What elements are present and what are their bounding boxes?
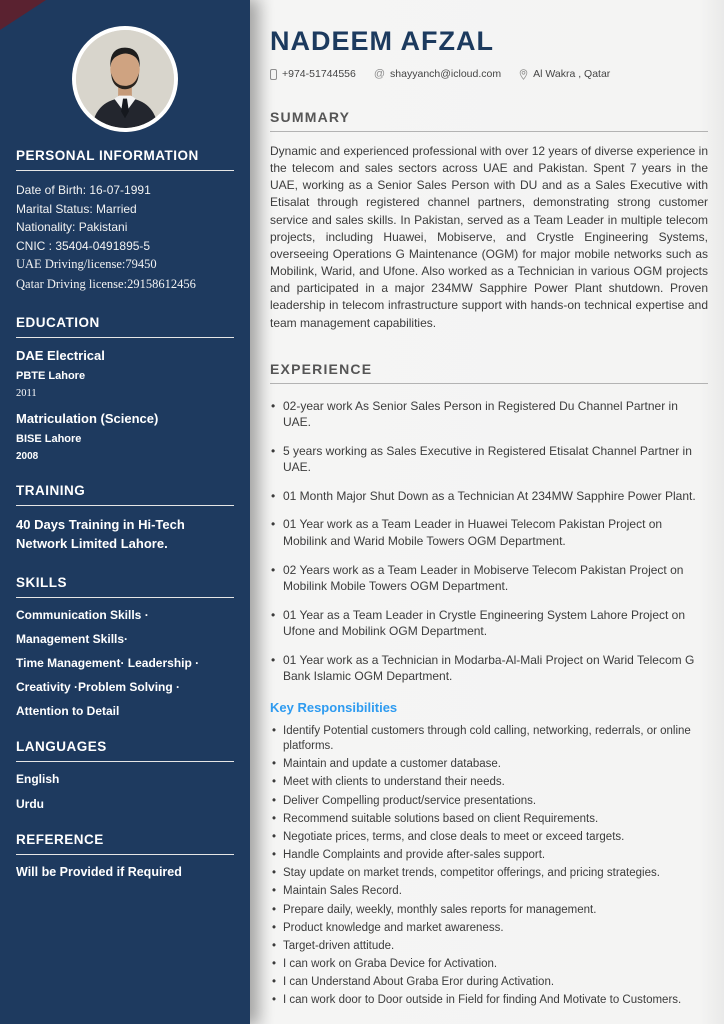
location-icon: [519, 69, 528, 80]
reference-line: Will be Provided if Required: [16, 864, 182, 879]
responsibility-item: • I can work on Graba Device for Activation.: [270, 957, 708, 972]
training-title: TRAINING: [16, 483, 234, 506]
experience-item: • 02-year work As Senior Sales Person in Registered Du Channel Partner in UAE.: [270, 398, 708, 431]
personal-info-line: Marital Status: Married: [16, 201, 137, 216]
portrait-image: [76, 30, 174, 128]
training-line: 40 Days Training in Hi-Tech Network Limited Lahore.: [16, 517, 185, 551]
experience-item: • 02 Years work as a Team Leader in Mobiserve Telecom Pakistan Project on Mobilink Mobile Towers OGM Department.: [270, 562, 708, 595]
phone-contact: [270, 68, 356, 80]
personal-info-line: CNIC : 35404-0491895-5: [16, 238, 151, 253]
experience-list: [270, 398, 708, 685]
responsibility-item: • Stay update on market trends, competitor offerings, and pricing strategies.: [270, 866, 708, 881]
skill-line: Time Management· Leadership ·: [16, 655, 200, 670]
education-line: DAE Electrical: [16, 348, 105, 364]
key-responsibilities-list: [270, 724, 708, 1009]
main-content: [250, 0, 724, 1024]
responsibility-item: • Recommend suitable solutions based on client Requirements.: [270, 812, 708, 827]
responsibility-item: • Prepare daily, weekly, monthly sales reports for management.: [270, 903, 708, 918]
experience-item: • 5 years working as Sales Executive in Registered Etisalat Channel Partner in UAE.: [270, 443, 708, 476]
experience-item: • 01 Year work as a Technician in Modarba-Al-Mali Project on Warid Telecom G Bank Islamic OGM Department.: [270, 652, 708, 685]
experience-title: EXPERIENCE: [270, 361, 708, 384]
contact-row: [270, 68, 708, 80]
education-list: [16, 348, 234, 462]
location-text: Al Wakra , Qatar: [533, 68, 611, 80]
personal-information-title: PERSONAL INFORMATION: [16, 148, 234, 171]
skill-line: Attention to Detail: [16, 703, 120, 718]
key-responsibilities-title: Key Responsibilities: [270, 699, 398, 715]
responsibility-item: • Deliver Compelling product/service presentations.: [270, 794, 708, 809]
skills-title: SKILLS: [16, 575, 234, 598]
summary-text: Dynamic and experienced professional with over 12 years of diverse experience in the telecom and sales sectors across UAE and Pakistan. Spent 7 years in the UAE, working as a Senior Sales Person with DU and as a Sales Executive with Etisalat through registered channel partners, demonstrating strong customer service and sales skills. In Pakistan, served as a Team Leader in multiple telecom projects, including Huawei, Mobiserve, and Crystle Engineering Systems, overseeing Operations G Maintenance (OGM) for major mobile networks such as Mobilink, Warid, and Ufone. Also worked as a Technician in various OGM projects and participated in a major 234MW Sapphire Power Plant shutdown. Proven leadership in telecom infrastructure support with hands-on technical expertise and team management capabilities.: [270, 144, 708, 330]
section-languages: [16, 739, 234, 811]
summary-title: SUMMARY: [270, 109, 708, 132]
section-education: [16, 315, 234, 462]
personal-information-list: [16, 181, 234, 294]
skill-line: Communication Skills ·: [16, 607, 149, 622]
languages-title: LANGUAGES: [16, 739, 234, 762]
portrait-illustration: [76, 30, 174, 128]
education-line: PBTE Lahore: [16, 370, 86, 383]
sidebar: [0, 0, 250, 1024]
responsibility-item: • Handle Complaints and provide after-sales support.: [270, 848, 708, 863]
responsibility-item: • Maintain and update a customer database.: [270, 757, 708, 772]
candidate-name: NADEEM AFZAL: [270, 26, 494, 56]
education-line: BISE Lahore: [16, 433, 82, 446]
section-personal-information: [16, 148, 234, 294]
email-icon: @: [373, 67, 386, 80]
responsibility-item: • Meet with clients to understand their needs.: [270, 775, 708, 790]
section-training: [16, 483, 234, 554]
language-line: Urdu: [16, 796, 44, 811]
reference-title: REFERENCE: [16, 832, 234, 855]
personal-info-line: Nationality: Pakistani: [16, 220, 128, 235]
responsibility-item: • Negotiate prices, terms, and close deals to meet or exceed targets.: [270, 830, 708, 845]
responsibility-item: • Product knowledge and market awareness.: [270, 921, 708, 936]
responsibility-item: • Target-driven attitude.: [270, 939, 708, 954]
responsibility-item: • I can work door to Door outside in Field for finding And Motivate to Customers.: [270, 993, 708, 1008]
email-contact: [374, 68, 501, 80]
personal-info-line: Qatar Driving license:29158612456: [16, 276, 196, 291]
personal-info-line: Date of Birth: 16-07-1991: [16, 183, 151, 197]
experience-item: • 01 Year work as a Team Leader in Huawei Telecom Pakistan Project on Mobilink and Warid Mobile Towers OGM Department.: [270, 516, 708, 549]
experience-item: • 01 Month Major Shut Down as a Technician At 234MW Sapphire Power Plant.: [270, 488, 708, 505]
experience-item: • 01 Year as a Team Leader in Crystle Engineering System Lahore Project on Ufone and Mobilink OGM Department.: [270, 607, 708, 640]
phone-icon: [270, 69, 277, 80]
training-list: [16, 516, 234, 554]
reference-list: [16, 865, 234, 879]
education-line: 2008: [16, 451, 39, 463]
responsibility-item: • Maintain Sales Record.: [270, 884, 708, 899]
location-contact: [519, 68, 610, 80]
skill-line: Management Skills·: [16, 631, 129, 646]
education-title: EDUCATION: [16, 315, 234, 338]
section-skills: [16, 575, 234, 718]
languages-list: [16, 772, 234, 811]
section-reference: [16, 832, 234, 879]
education-line: Matriculation (Science): [16, 411, 159, 427]
responsibility-item: • Identify Potential customers through cold calling, networking, rederrals, or online platforms.: [270, 724, 708, 754]
personal-info-line: UAE Driving/license:79450: [16, 257, 157, 272]
email-address: shayyanch@icloud.com: [390, 68, 502, 80]
skills-list: [16, 608, 234, 718]
profile-photo: [72, 26, 178, 132]
skill-line: Creativity ·Problem Solving ·: [16, 679, 181, 694]
corner-accent: [0, 0, 46, 30]
language-line: English: [16, 771, 60, 786]
phone-number: +974-51744556: [282, 68, 356, 80]
responsibility-item: • I can Understand About Graba Eror during Activation.: [270, 975, 708, 990]
education-line: 2011: [16, 388, 37, 400]
